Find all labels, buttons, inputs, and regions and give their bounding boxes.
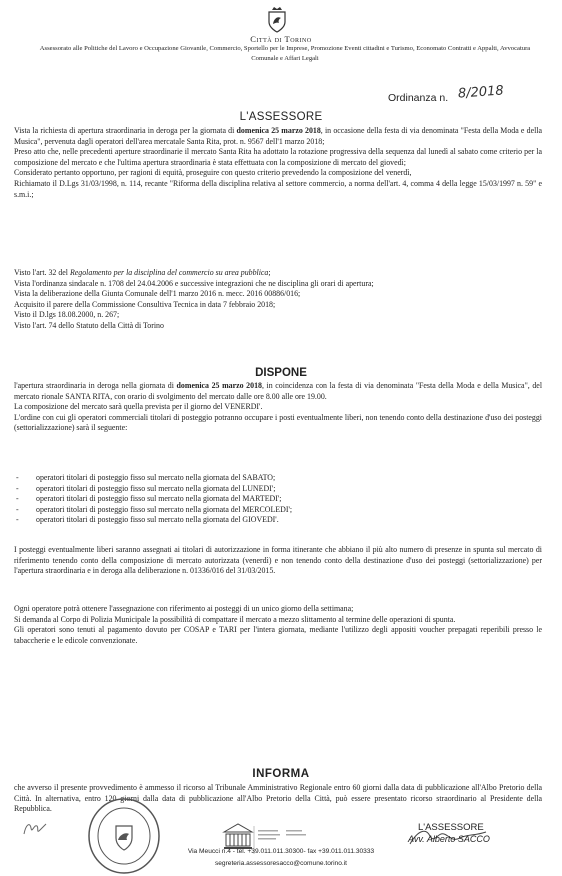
ordinance-number: 8/2018 [457,83,505,102]
department-name: Assessorato alle Politiche del Lavoro e Occupazione Giovanile, Commercio, Sportello per le Imprese, Promozione Eventi cittadini e Turismo, Economato Contratti e Appalti, Avvocatura Comunale e Affari Legali [39,45,531,62]
visto-ordinance: Vista l'ordinanza sindacale n. 1708 del 24.04.2006 e successive integrazioni che ne disciplina gli orari di apertura; [14,278,374,288]
visto-section [14,268,542,332]
dispone-assignment: I posteggi eventualmente liberi saranno assegnati ai titolari di autorizzazione in forma itinerante che abbiano il più alto numero di presenze in spunta sul mercato di riferimento tenendo conto della composizione di mercato autorizzata (venerdì) e non tenendo conto della destinazione d'uso dei posteggi (settorializzazione) per l'apertura straordinaria e in deroga alla deliberazione n. 01336/016 del 31/03/2015. [14,545,542,576]
footer-address: Via Meucci n.4 - tel. +39.011.011.30300- fax +39.011.011.30333 [187,848,375,855]
visto-regulation: Visto l'art. 32 del Regolamento per la disciplina del commercio su area pubblica; [14,268,271,277]
ordinance-label: Ordinanza n. [388,92,449,104]
list-item: - operatori titolari di posteggio fisso sul mercato nella giornata del GIOVEDI'. [14,515,542,526]
dispone-order: L'ordine con cui gli operatori commerciali titolari di posteggio potranno occupare i posti eventualmente liberi, non tenendo conto della destinazione d'uso dei posteggi (settorializzazione) sarà il seguente: [14,412,542,433]
visto-dlgs: Visto il D.lgs 18.08.2000, n. 267; [14,310,120,320]
signature-title: L'ASSESSORE [418,822,484,833]
list-item: - operatori titolari di posteggio fisso sul mercato nella giornata del SABATO; [14,473,542,484]
city-crest-icon [266,6,288,34]
visto-commission: Acquisito il parere della Commissione Consultiva Tecnica in data 7 febbraio 2018; [14,299,276,309]
preamble-law: Richiamato il D.Lgs 31/03/1998, n. 114, recante "Riforma della disciplina relativa al settore commercio, a norma dell'art. 4, comma 4 della legge 15/03/1997 n. 59" e s.m.i.; [14,178,542,199]
operator-order-list [14,473,542,526]
dispone-opening: l'apertura straordinaria in deroga nella giornata di domenica 25 marzo 2018, in coincidenza con la festa di via denominata "Festa della Moda e della Musica", del mercato rionale SANTA RITA, con orario di svolgimento del mercato dalle ore 8.00 alle ore 19.00. [14,381,543,401]
dispone-final [14,604,542,646]
visto-deliberation: Vista la deliberazione della Giunta Comunale dell'1 marzo 2016 n. mecc. 2016 00886/016; [14,289,301,299]
dispone-police: Si demanda al Corpo di Polizia Municipale la possibilità di compattare il mercato a mezzo slittamento al termine delle operazioni di spunta. [14,614,456,624]
visto-statute: Visto l'art. 74 dello Statuto della Città di Torino [14,320,164,330]
dispone-single-day: Ogni operatore potrà ottenere l'assegnazione con riferimento ai posteggi di un unico giorno della settimana; [14,604,354,613]
signature-name: Avv. Alberto SACCO [408,834,490,844]
dispone-payment: Gli operatori sono tenuti al pagamento dovuto per COSAP e TARI per l'intera giornata, mediante l'utilizzo degli appositi voucher prepagati reperibili presso le tabaccherie e le edicole convenzionate. [14,625,542,645]
city-name: Città di Torino [250,34,312,44]
informa-text: che avverso il presente provvedimento è ammesso il ricorso al Tribunale Amministrativo Regionale entro 60 giorni dalla data di pubblicazione all'Albo Pretorio della Città. In alternativa, entro 120 giorni dalla data di pubblicazione all'Albo Pretorio della Città, può essere presentato ricorso straordinario al Presidente della Repubblica. [14,783,542,814]
handwritten-initials [22,818,50,840]
preamble-request: Vista la richiesta di apertura straordinaria in deroga per la giornata di domenica 25 marzo 2018, in occasione della festa di via denominata "Festa della Moda e della Musica", pervenuta dagli operatori dell'area mercatale Santa Rita, prot. n. 9567 dell'1 marzo 2018; [14,126,542,146]
preamble-rotation: Preso atto che, nelle precedenti aperture straordinarie il mercato Santa Rita ha adottato la rotazione progressiva della sequenza dal lunedì al sabato come criterio per la composizione del mercato e che l'ultima apertura straordinaria è stata effettuata con la composizione di mercato del giovedì; [14,147,542,167]
preamble-considered: Considerato pertanto opportuno, per ragioni di equità, proseguire con questo criterio prevedendo la composizione del venerdì, [14,168,412,178]
heading-assessore: L'ASSESSORE [239,111,323,123]
heading-informa: INFORMA [252,768,310,780]
list-item: - operatori titolari di posteggio fisso sul mercato nella giornata del MARTEDI'; [14,494,542,505]
dispone-section [14,381,542,434]
heading-dispone: DISPONE [255,367,307,379]
list-item: - operatori titolari di posteggio fisso sul mercato nella giornata del MERCOLEDI'; [14,505,542,516]
footer-email: segreteria.assessoresacco@comune.torino.it [214,860,348,867]
list-item: - operatori titolari di posteggio fisso sul mercato nella giornata del LUNEDI'; [14,484,542,495]
preamble-section [14,126,542,200]
dispone-composition: La composizione del mercato sarà quella prevista per il giorno del VENERDI'. [14,402,263,412]
